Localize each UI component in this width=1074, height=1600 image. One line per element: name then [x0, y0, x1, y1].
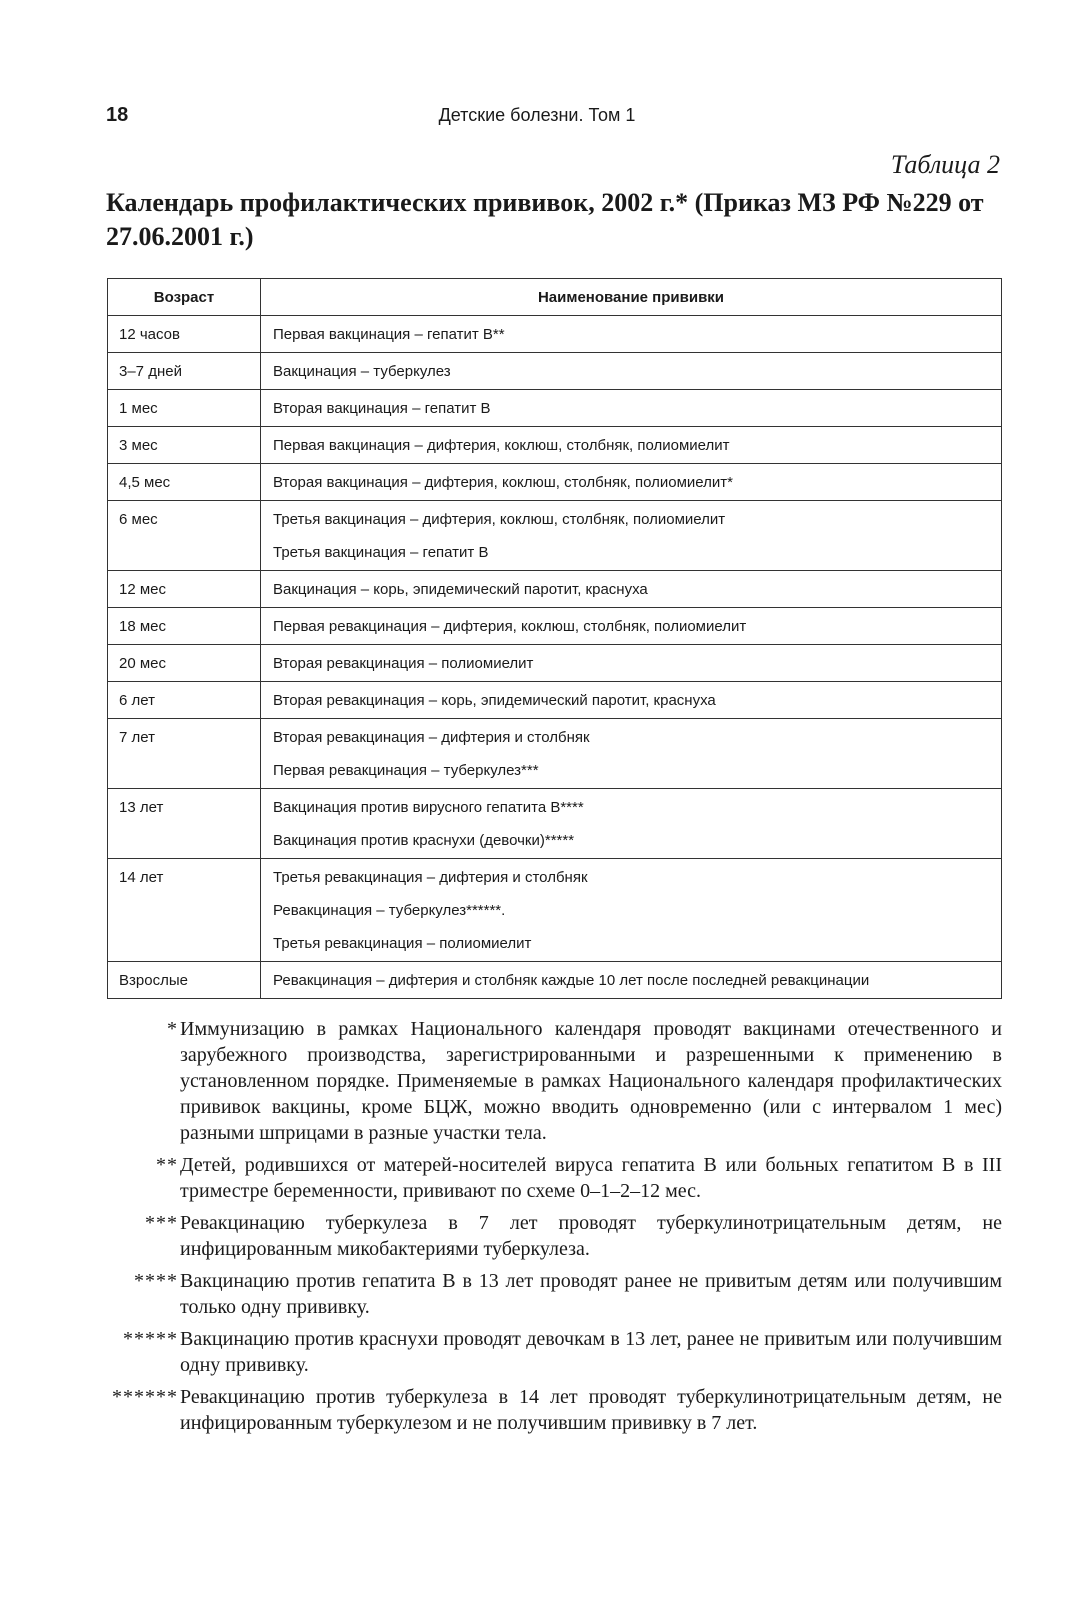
column-header-vaccination: Наименование прививки	[261, 279, 1002, 316]
vaccination-cell	[261, 608, 1002, 645]
vaccination-entry: Вторая ревакцинация – полиомиелит	[273, 655, 534, 672]
vaccination-cell	[261, 390, 1002, 427]
age-cell: Взрослые	[108, 962, 261, 999]
table-row	[108, 571, 1002, 608]
vaccination-entry: Первая ревакцинация – туберкулез***	[273, 762, 539, 779]
vaccination-cell	[261, 427, 1002, 464]
footnote-mark: ****	[134, 1270, 178, 1292]
age-cell: 6 мес	[108, 501, 261, 571]
footnote-text: Ревакцинацию против туберкулеза в 14 лет проводят туберкулинотрицательным детям, не инфицированным туберкулезом и не получившим прививку в 7 лет.	[180, 1386, 1002, 1434]
age-cell: 20 мес	[108, 645, 261, 682]
age-cell: 3 мес	[108, 427, 261, 464]
vaccination-entry: Третья ревакцинация – полиомиелит	[273, 935, 532, 952]
table-row	[108, 789, 1002, 859]
vaccination-cell	[261, 719, 1002, 789]
footnote-text: Ревакцинацию туберкулеза в 7 лет проводят туберкулинотрицательным детям, не инфицированным микобактериями туберкулеза.	[180, 1212, 1002, 1260]
table-row	[108, 390, 1002, 427]
column-header-age: Возраст	[108, 279, 261, 316]
vaccination-cell	[261, 682, 1002, 719]
vaccination-cell	[261, 353, 1002, 390]
vaccination-cell	[261, 859, 1002, 962]
footnote	[106, 1326, 1002, 1378]
footnotes	[106, 1016, 1002, 1442]
footnote	[106, 1016, 1002, 1146]
age-cell: 7 лет	[108, 719, 261, 789]
table-title: Календарь профилактических прививок, 2002 г.* (Приказ МЗ РФ №229 от 27.06.2001 г.)	[106, 188, 984, 251]
vaccination-entry: Вторая вакцинация – дифтерия, коклюш, столбняк, полиомиелит*	[273, 474, 733, 491]
footnote-mark: **	[156, 1154, 178, 1176]
vaccination-cell	[261, 645, 1002, 682]
vaccination-schedule-table	[107, 278, 1002, 999]
vaccination-entry: Третья вакцинация – гепатит В	[273, 544, 489, 561]
vaccination-entry: Вторая вакцинация – гепатит В	[273, 400, 491, 417]
vaccination-cell	[261, 571, 1002, 608]
table-header-row	[108, 279, 1002, 316]
table-body	[108, 316, 1002, 999]
table-label: Таблица 2	[890, 150, 1000, 179]
vaccination-entry: Вторая ревакцинация – корь, эпидемический паротит, краснуха	[273, 692, 716, 709]
footnote-text: Детей, родившихся от матерей-носителей вируса гепатита В или больных гепатитом В в III триместре беременности, прививают по схеме 0–1–2–12 мес.	[180, 1154, 1002, 1202]
age-cell: 14 лет	[108, 859, 261, 962]
vaccination-entry: Вакцинация против краснухи (девочки)*****	[273, 832, 575, 849]
footnote-mark: *****	[123, 1328, 178, 1350]
vaccination-cell	[261, 501, 1002, 571]
table-row	[108, 501, 1002, 571]
vaccination-cell	[261, 464, 1002, 501]
footnote-text: Вакцинацию против краснухи проводят девочкам в 13 лет, ранее не привитым или получившим одну прививку.	[180, 1328, 1002, 1376]
vaccination-entry: Вакцинация – корь, эпидемический паротит, краснуха	[273, 581, 648, 598]
vaccination-entry: Ревакцинация – туберкулез******.	[273, 902, 506, 919]
vaccination-cell	[261, 962, 1002, 999]
table-row	[108, 608, 1002, 645]
age-cell: 1 мес	[108, 390, 261, 427]
footnote	[106, 1268, 1002, 1320]
page-number: 18	[106, 104, 129, 126]
footnote	[106, 1384, 1002, 1436]
table-row	[108, 719, 1002, 789]
footnote	[106, 1210, 1002, 1262]
vaccination-entry: Третья вакцинация – дифтерия, коклюш, столбняк, полиомиелит	[273, 511, 726, 528]
table-row	[108, 682, 1002, 719]
table-row	[108, 962, 1002, 999]
footnote-text: Иммунизацию в рамках Национального календаря проводят вакцинами отечественного и зарубежного производства, зарегистрированными и разрешенными к применению в установленном порядке. Применяемые в рамках Национального календаря профилактических прививок вакцины, кроме БЦЖ, можно вводить одновременно (или с интервалом 1 мес) разными шприцами в разные участки тела.	[180, 1018, 1002, 1144]
table-row	[108, 464, 1002, 501]
vaccination-entry: Вторая ревакцинация – дифтерия и столбняк	[273, 729, 590, 746]
age-cell: 12 мес	[108, 571, 261, 608]
footnote-text: Вакцинацию против гепатита В в 13 лет проводят ранее не привитым детям или получившим только одну прививку.	[180, 1270, 1002, 1318]
vaccination-entry: Первая вакцинация – дифтерия, коклюш, столбняк, полиомиелит	[273, 437, 730, 454]
vaccination-cell	[261, 316, 1002, 353]
footnote-mark: ******	[112, 1386, 178, 1408]
footnote-mark: ***	[145, 1212, 178, 1234]
table-row	[108, 859, 1002, 962]
running-header: Детские болезни. Том 1	[438, 105, 636, 125]
table-row	[108, 316, 1002, 353]
footnote-mark: *	[167, 1018, 178, 1040]
age-cell: 12 часов	[108, 316, 261, 353]
table-row	[108, 427, 1002, 464]
age-cell: 18 мес	[108, 608, 261, 645]
footnote	[106, 1152, 1002, 1204]
vaccination-entry: Третья ревакцинация – дифтерия и столбняк	[273, 869, 588, 886]
age-cell: 4,5 мес	[108, 464, 261, 501]
table-row	[108, 645, 1002, 682]
vaccination-entry: Вакцинация – туберкулез	[273, 363, 451, 380]
vaccination-entry: Вакцинация против вирусного гепатита В****	[273, 799, 584, 816]
age-cell: 13 лет	[108, 789, 261, 859]
age-cell: 3–7 дней	[108, 353, 261, 390]
vaccination-cell	[261, 789, 1002, 859]
vaccination-entry: Ревакцинация – дифтерия и столбняк каждые 10 лет после последней ревакцинации	[273, 972, 870, 989]
vaccination-entry: Первая вакцинация – гепатит В**	[273, 326, 505, 343]
vaccination-entry: Первая ревакцинация – дифтерия, коклюш, столбняк, полиомиелит	[273, 618, 747, 635]
age-cell: 6 лет	[108, 682, 261, 719]
table-row	[108, 353, 1002, 390]
